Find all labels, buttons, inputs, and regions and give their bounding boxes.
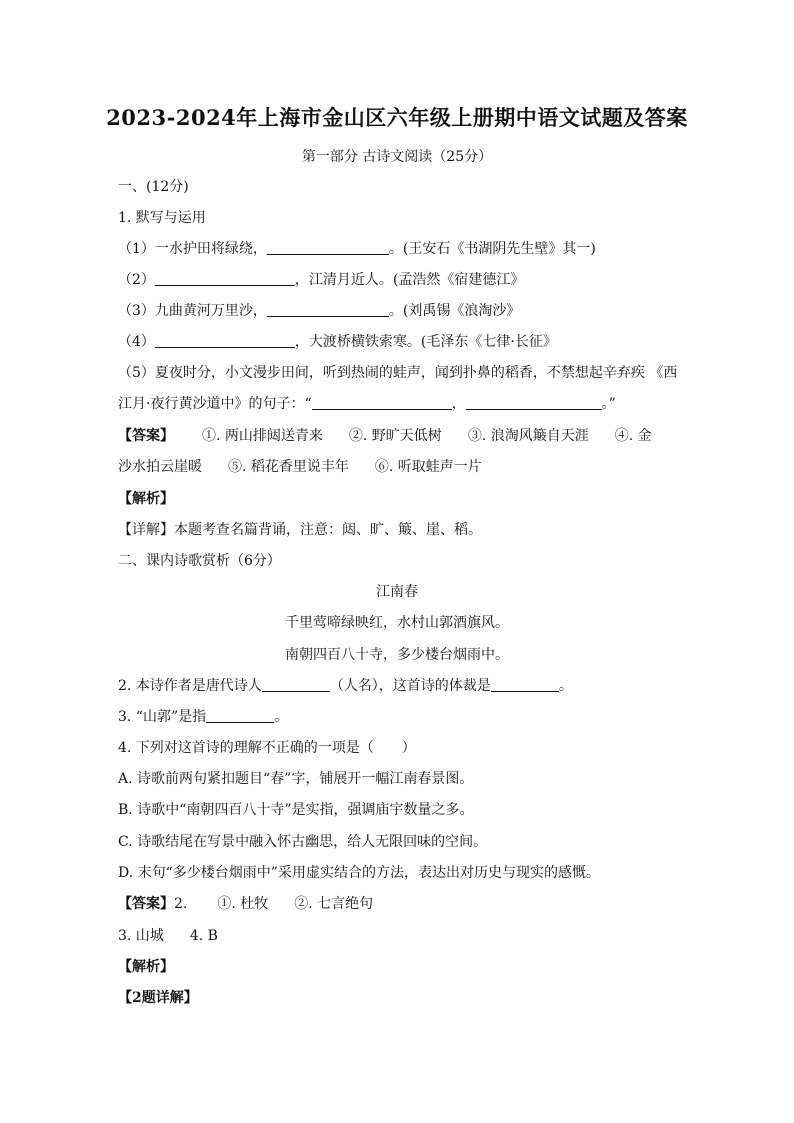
q1-item3-prefix: （3）九曲黄河万里沙，	[118, 303, 267, 319]
answer-blank	[491, 677, 559, 692]
answer-2: ②. 野旷天低树	[348, 428, 442, 444]
answer-author: ①. 杜牧	[217, 896, 269, 912]
q1-item3-suffix: 。(刘禹锡《浪淘沙》	[388, 303, 521, 319]
q2-prefix: 2. 本诗作者是唐代诗人	[118, 678, 262, 694]
q3-suffix: 。	[274, 709, 289, 725]
answer-blank	[267, 302, 389, 317]
answer-5: ⑤. 稻花香里说丰年	[228, 459, 349, 475]
q4-option-c: C. 诗歌结尾在写景中融入怀古幽思，给人无限回味的空间。	[118, 834, 488, 850]
q1-answer-line1	[118, 427, 688, 445]
answer-4-part2: 沙水拍云崖暖	[118, 459, 202, 475]
poem-title: 江南春	[376, 584, 418, 600]
q4-option-d: D. 末句“多少楼台烟雨中”采用虚实结合的方法，表达出对历史与现实的感慨。	[118, 865, 600, 881]
answer-q4: 4. B	[189, 928, 218, 944]
q1-item5-line1: （5）夏夜时分，小文漫步田间，听到热闹的蛙声，闻到扑鼻的稻香，不禁想起辛弃疾 《西	[118, 365, 678, 381]
q1-title: 1. 默写与运用	[118, 210, 206, 226]
q1-item1	[118, 240, 688, 258]
sec2-answer-line2	[118, 927, 688, 945]
answer-label: 【答案】	[118, 428, 174, 444]
answer-blank	[206, 708, 274, 723]
q1-item4-suffix: ，大渡桥横铁索寒。(毛泽东《七律·长征》	[294, 334, 557, 350]
answer-6: ⑥. 听取蛙声一片	[374, 459, 482, 475]
q1-item4-prefix: （4）	[118, 334, 155, 350]
answer-number: 2.	[174, 896, 188, 912]
poem-line-2: 南朝四百八十寺，多少楼台烟雨中。	[285, 647, 509, 663]
q2-suffix: 。	[558, 678, 573, 694]
poem-line-1: 千里莺啼绿映红，水村山郭酒旗风。	[285, 615, 509, 631]
analysis-label: 【解析】	[118, 491, 174, 507]
part-subtitle: 第一部分 古诗文阅读（25分）	[301, 149, 493, 165]
answer-blank	[262, 677, 330, 692]
q4-option-a: A. 诗歌前两句紧扣题目“春”字，铺展开一幅江南春景图。	[118, 771, 474, 787]
q1-item5-comma: ，	[451, 396, 466, 412]
answer-blank	[155, 333, 295, 348]
answer-4-part1: ④. 金	[614, 428, 652, 444]
q1-item5-prefix: 江月·夜行黄沙道中》的句子：“	[118, 396, 312, 412]
q1-item5-suffix: 。”	[601, 396, 616, 412]
section1-header: 一、(12分)	[118, 179, 189, 195]
answer-blank	[155, 271, 295, 286]
q1-item2-suffix: ，江清月近人。(孟浩然《宿建德江》	[294, 272, 525, 288]
answer-q3: 3. 山城	[118, 928, 164, 944]
q1-item2	[118, 271, 688, 289]
analysis-label: 【解析】	[118, 959, 174, 975]
detail-explanation: 【详解】本题考查名篇背诵，注意：闼、旷、簸、崖、稻。	[118, 522, 482, 538]
answer-1: ①. 两山排闼送青来	[202, 428, 323, 444]
section2-header: 二、课内诗歌赏析（6分）	[118, 553, 281, 569]
q2	[118, 677, 688, 695]
answer-blank	[267, 240, 389, 255]
q4: 4. 下列对这首诗的理解不正确的一项是（ ）	[118, 740, 416, 756]
q1-item1-suffix: 。(王安石《书湖阴先生壁》其一)	[388, 241, 596, 257]
q1-item1-prefix: （1）一水护田将绿绕，	[118, 241, 267, 257]
page-title: 2023-2024年上海市金山区六年级上册期中语文试题及答案	[106, 105, 688, 130]
q1-item4	[118, 333, 688, 351]
q2-detail-label: 【2题详解】	[118, 990, 198, 1006]
answer-blank	[312, 395, 452, 410]
answer-label: 【答案】	[118, 896, 174, 912]
answer-3: ③. 浪淘风簸自天涯	[467, 428, 589, 444]
answer-genre: ②. 七言绝句	[294, 896, 374, 912]
q1-item2-prefix: （2）	[118, 272, 155, 288]
q1-answer-line2	[118, 458, 688, 476]
q1-item5-line2	[118, 395, 688, 413]
q4-option-b: B. 诗歌中“南朝四百八十寺”是实指，强调庙宇数量之多。	[118, 802, 474, 818]
answer-blank	[466, 395, 602, 410]
sec2-answer-line1	[118, 895, 688, 913]
q3	[118, 708, 688, 726]
q2-middle: （人名），这首诗的体裁是	[329, 678, 491, 694]
q3-prefix: 3. “山郭”是指	[118, 709, 207, 725]
q1-item3	[118, 302, 688, 320]
